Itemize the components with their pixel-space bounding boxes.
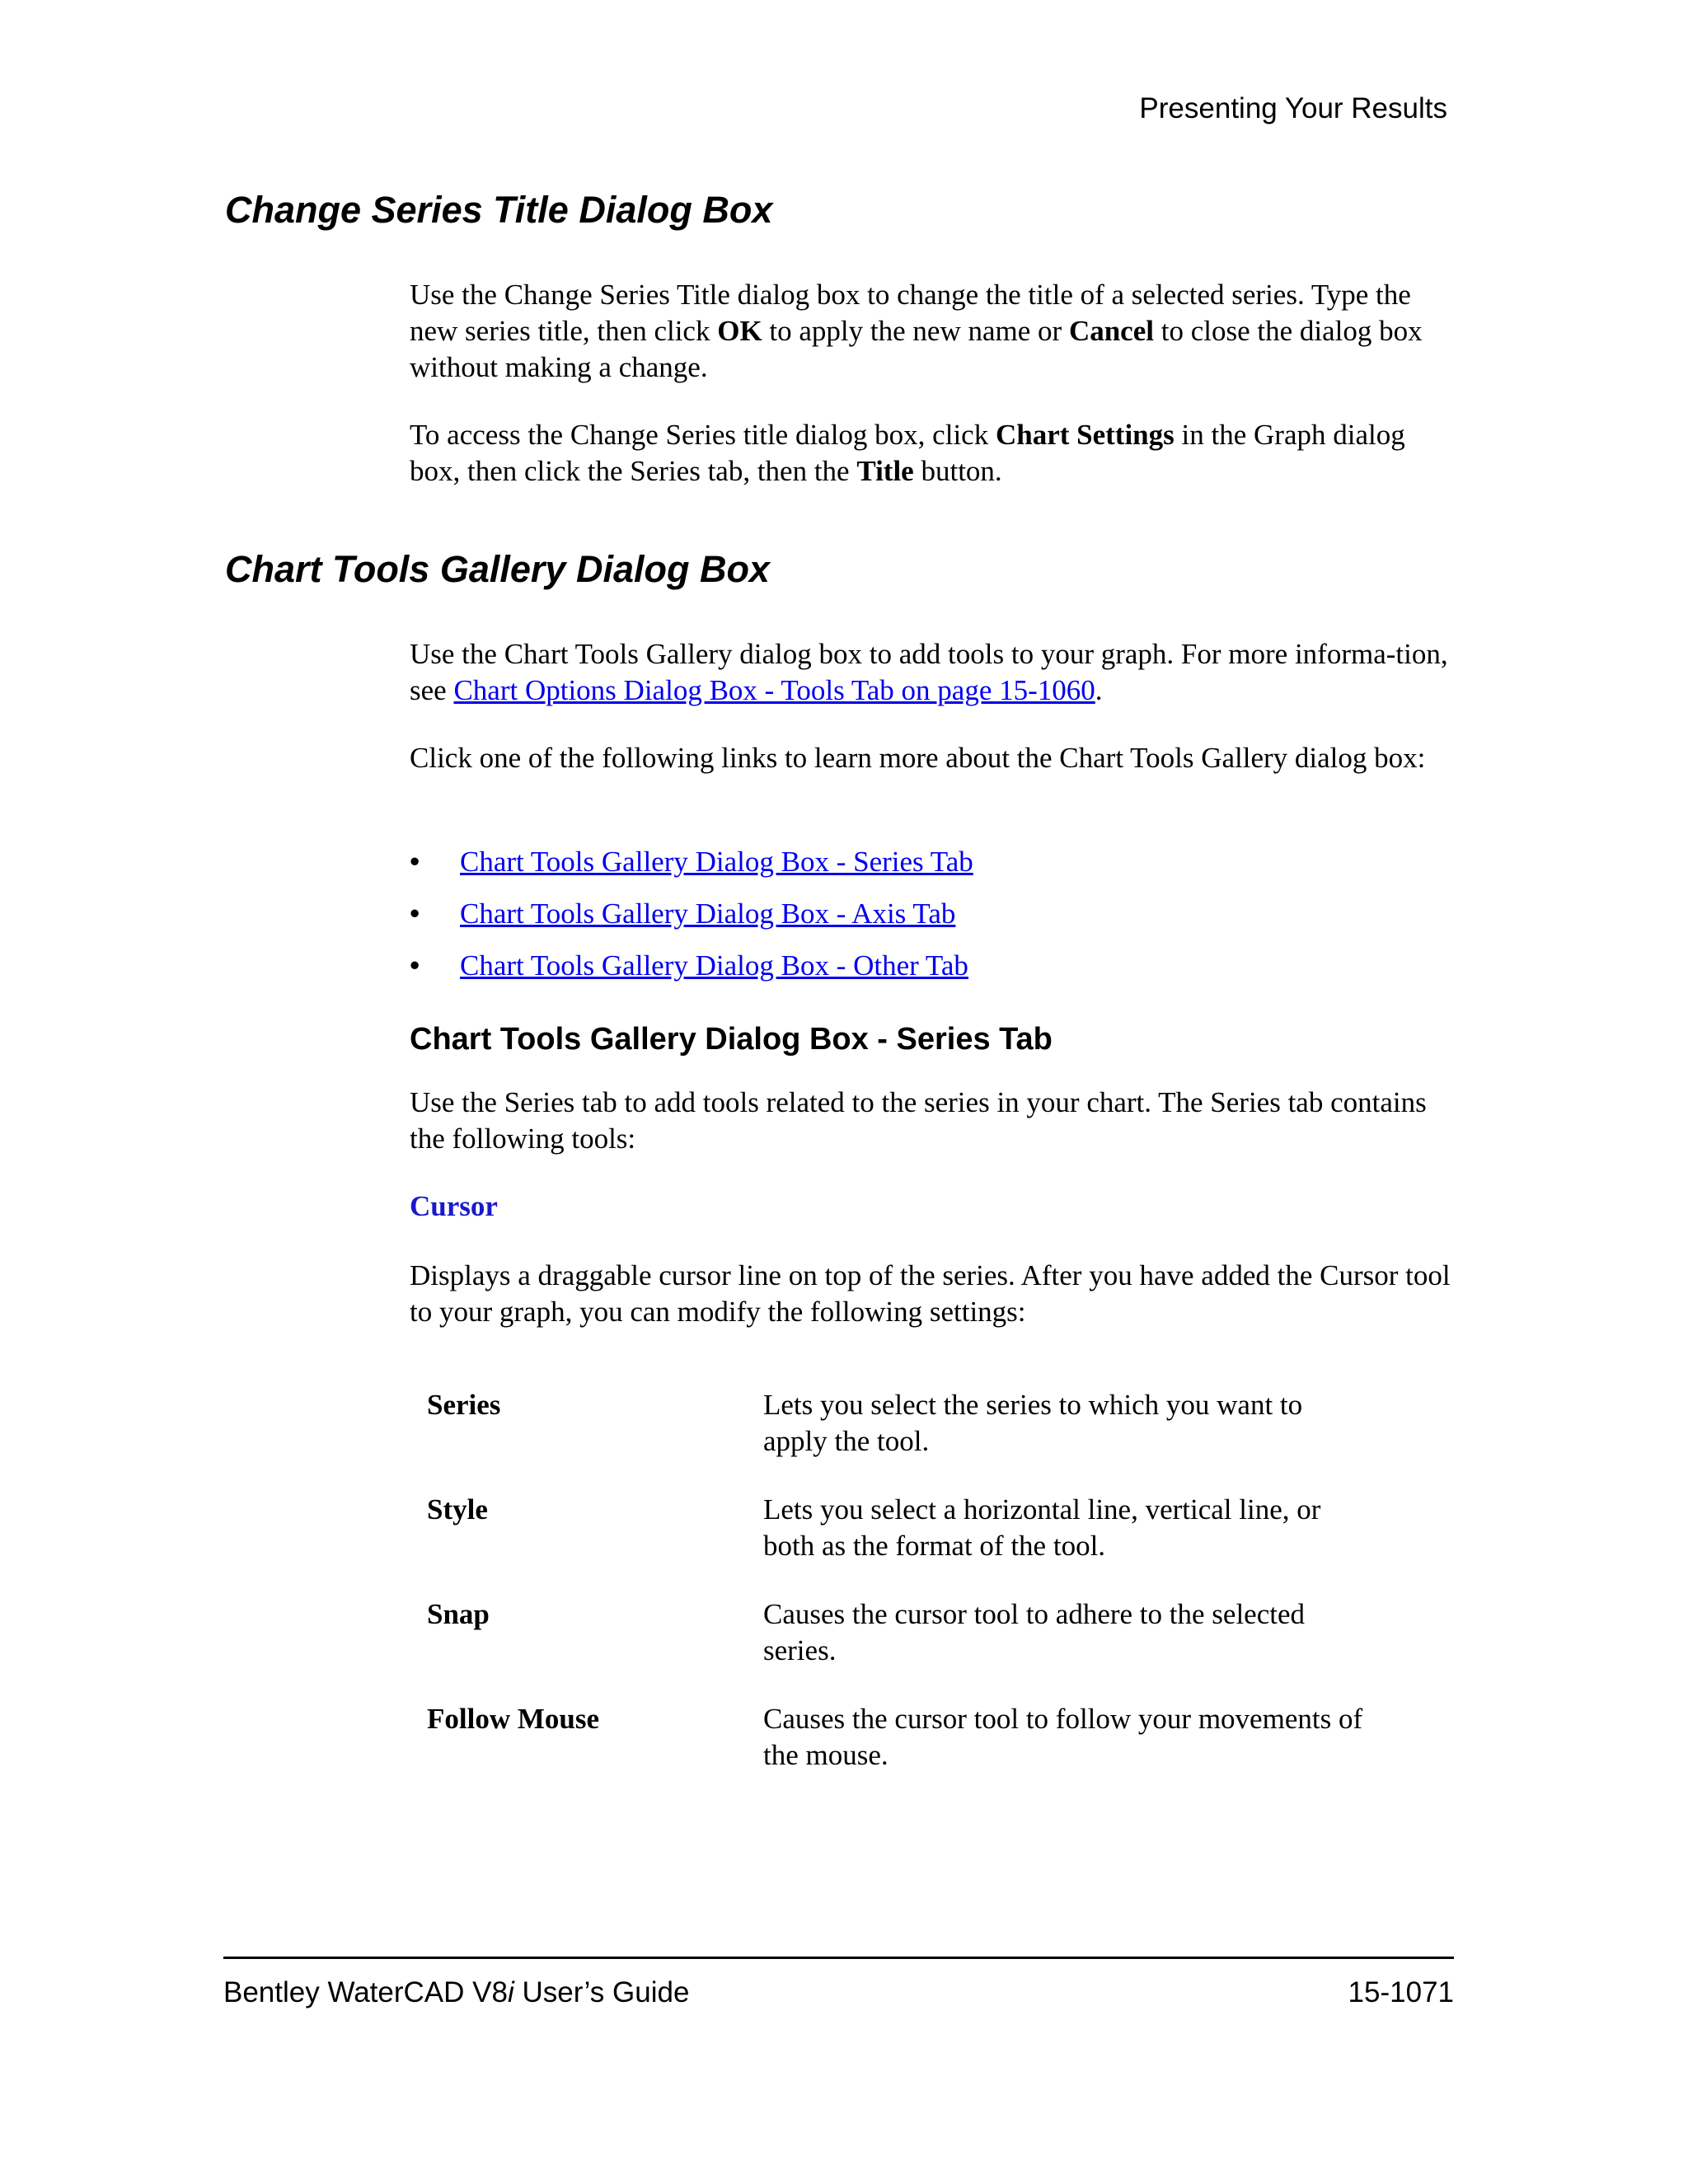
setting-term: Style: [427, 1493, 488, 1526]
text-run: Bentley WaterCAD V8: [223, 1976, 508, 2008]
text-run: To access the Change Series title dialog box, click: [410, 419, 996, 451]
paragraph-chart-tools-intro: [410, 636, 1456, 709]
text-run: i: [507, 1976, 514, 2008]
footer-divider: [223, 1957, 1454, 1959]
bullet-icon: •: [410, 898, 420, 930]
setting-description: Lets you select a horizontal line, vertical line, or both as the format of the tool.: [763, 1493, 1321, 1562]
link-axis-tab[interactable]: Chart Tools Gallery Dialog Box - Axis Tab: [460, 898, 956, 930]
link-tools-tab[interactable]: Chart Options Dialog Box - Tools Tab on page 15-1060: [453, 674, 1095, 706]
cursor-settings-table: [427, 1387, 1383, 1806]
chart-settings-label: Chart Settings: [995, 419, 1175, 451]
setting-description: Lets you select the series to which you want to apply the tool.: [763, 1389, 1303, 1457]
setting-term: Series: [427, 1389, 501, 1421]
table-row: [427, 1596, 1383, 1701]
footer-product-title: [223, 1973, 689, 2013]
link-list: [410, 844, 973, 1000]
title-label: Title: [856, 455, 914, 487]
heading-cursor: Cursor: [410, 1190, 498, 1222]
link-series-tab[interactable]: Chart Tools Gallery Dialog Box - Series Tab: [460, 846, 973, 878]
table-row: [427, 1701, 1383, 1806]
bullet-icon: •: [410, 949, 420, 982]
text-run: .: [1095, 674, 1103, 706]
setting-term: Snap: [427, 1598, 490, 1630]
setting-description: Causes the cursor tool to adhere to the selected series.: [763, 1598, 1306, 1666]
list-item: [410, 896, 973, 948]
text-run: Use the Chart Tools Gallery dialog box to add tools to your graph. For more informa-tion, see: [410, 638, 1448, 706]
setting-term: Follow Mouse: [427, 1703, 600, 1735]
setting-description: Causes the cursor tool to follow your movements of the mouse.: [763, 1703, 1363, 1771]
paragraph-change-series-access: [410, 417, 1456, 490]
table-row: [427, 1387, 1383, 1492]
paragraph-cursor: Displays a draggable cursor line on top of the series. After you have added the Cursor tool to your graph, you can modify the following settings:: [410, 1259, 1451, 1328]
bullet-icon: •: [410, 846, 420, 878]
heading-series-tab: Chart Tools Gallery Dialog Box - Series Tab: [410, 1022, 1053, 1057]
text-run: to close the dialog box without making a change.: [410, 315, 1423, 383]
paragraph-series-tab-intro: Use the Series tab to add tools related to the series in your chart. The Series tab contains the following tools:: [410, 1086, 1427, 1155]
text-run: Use the Change Series Title dialog box to change the title of a selected series. Type the new series title, then click: [410, 279, 1411, 347]
heading-change-series-title: Change Series Title Dialog Box: [225, 189, 773, 231]
list-item: [410, 948, 973, 1000]
text-run: User’s Guide: [513, 1976, 690, 2008]
running-header: Presenting Your Results: [1139, 92, 1447, 124]
ok-label: OK: [717, 315, 762, 347]
link-other-tab[interactable]: Chart Tools Gallery Dialog Box - Other Tab: [460, 949, 968, 982]
page-number: 15-1071: [1348, 1976, 1454, 2008]
text-run: button.: [913, 455, 1002, 487]
text-run: in the Graph dialog box, then click the Series tab, then the: [410, 419, 1405, 487]
cancel-label: Cancel: [1068, 315, 1154, 347]
paragraph-change-series-intro: [410, 277, 1456, 386]
paragraph-chart-tools-links-intro: Click one of the following links to learn more about the Chart Tools Gallery dialog box:: [410, 742, 1426, 774]
text-run: to apply the new name or: [762, 315, 1069, 347]
heading-chart-tools-gallery: Chart Tools Gallery Dialog Box: [225, 548, 770, 590]
table-row: [427, 1492, 1383, 1596]
list-item: [410, 844, 973, 896]
